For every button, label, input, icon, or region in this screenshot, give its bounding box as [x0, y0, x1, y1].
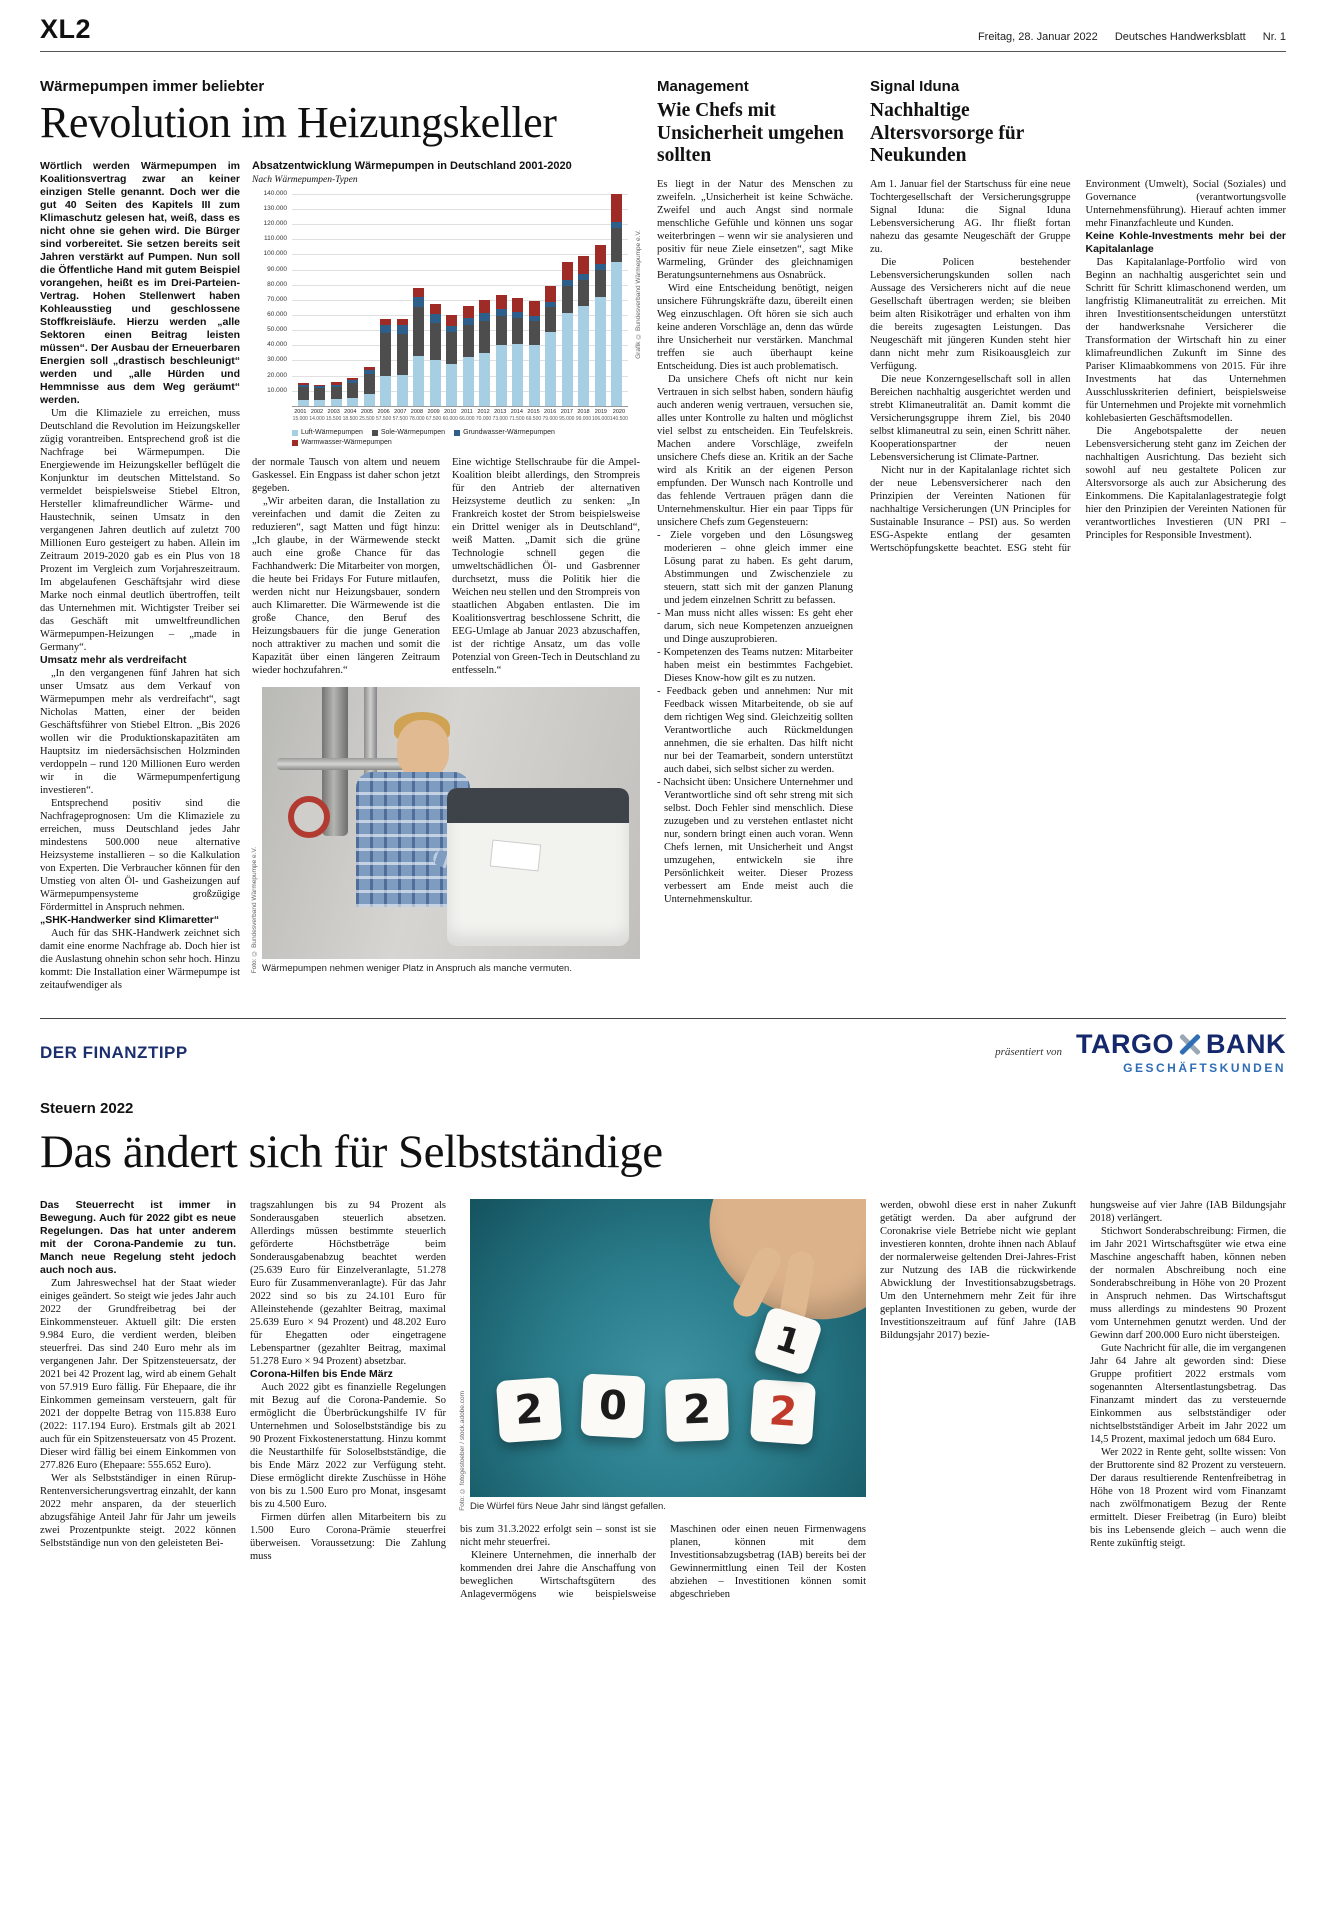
- bar-segment: [413, 307, 424, 355]
- y-tick-label: 140.000: [263, 189, 287, 197]
- subhead-umsatz: Umsatz mehr als verdreifacht: [40, 653, 187, 666]
- legend-swatch-icon: [292, 430, 298, 436]
- paragraph: bis zum 31.3.2022 erfolgt sein – sonst ist sie nicht mehr steuerfrei.: [460, 1523, 656, 1548]
- ft-col-6: [1090, 1199, 1286, 1601]
- bar-segment: [347, 398, 358, 406]
- bar-segment: [611, 228, 622, 263]
- die-1-lifted: 1: [753, 1306, 824, 1377]
- bar-segment: [446, 315, 457, 326]
- bar-segment: [595, 270, 606, 297]
- bar-2018: [576, 194, 593, 406]
- paragraph: tragszahlungen bis zu 94 Prozent als Sonderausgaben steuerlich absetzen. Allerdings müssen bestimmte steuerlich geförderte Höchstbeträge beim Sonderausgabenabzug beachtet werden (25.639 Euro für Einzelveranlagte, 51.278 Euro für Zusammenveranlagte). Für das Jahr 2022 sind so bis zu 24.101 Euro für Alleinstehende (gezahlter Beitrag, maximal 25.639 Euro × 94 Prozent) und 48.202 Euro für Ehegatten oder eingetragene Lebenspartner (gezahlter Beitrag, maximal 51.278 Euro × 94 Prozent) absetzbar.: [250, 1200, 446, 1368]
- paragraph: Wird eine Entscheidung benötigt, neigen unsichere Führungskräfte dazu, übereilt einen Weg einzuschlagen. Oft hören sie sich auch keine anderen Vorschläge an, denn das würde ihre Unsicherheit nur verstärken. Manchmal treffen sie auch überhaupt keine Entscheidung. Dies ist auch problematisch.: [657, 282, 853, 372]
- bar-segment: [512, 344, 523, 406]
- bar-segment: [397, 325, 408, 334]
- legend-item: Sole-Wärmepumpen: [372, 429, 445, 436]
- legend-item: Grundwasser-Wärmepumpen: [454, 429, 555, 436]
- dice-photo: [470, 1199, 866, 1497]
- subhead-kohle-investments: Keine Kohle-Investments mehr bei der Kapitalanlage: [1085, 229, 1286, 255]
- legend-swatch-icon: [292, 440, 298, 446]
- x-tick-2018: 2018 99.000: [575, 408, 592, 422]
- ft-col-1: [40, 1199, 236, 1601]
- signal-headline: Nachhaltige Altersvorsorge für Neukunden: [870, 100, 1024, 167]
- bar-segment: [298, 400, 309, 406]
- steuern-kicker: Steuern 2022: [40, 1099, 134, 1117]
- paragraph: Die Policen bestehender Lebensversicherungskunden sollen nach Aussage des Versicherers nicht auf die neue Gesellschaft übertragen werden; sie bleiben beim alten Risikoträger und erhalten von ihm die bereits zugesagten Leistungen. Das Neugeschäft mit jüngeren Kunden steht hier dann nicht mehr zum Risikoausgleich zur Verfügung.: [870, 256, 1071, 372]
- bar-segment: [496, 295, 507, 309]
- bar-segment: [479, 321, 490, 353]
- bar-2020: [609, 194, 626, 406]
- paragraph: Wer als Selbstständiger in einen Rürup-Rentenversicherungsvertrag einzahlt, der kann 2022 mehr ansparen, da der steuerlich abzugsfähige Anteil Jahr für Jahr um jeweils zwei Prozentpunkte steigt. 2022 können Selbstständige nun von den geleisteten Bei-: [40, 1473, 236, 1550]
- y-tick-label: 50.000: [267, 325, 287, 333]
- bar-segment: [331, 399, 342, 406]
- chart-subtitle: Nach Wärmepumpen-Typen: [252, 174, 358, 185]
- article-management: [657, 78, 853, 992]
- paragraph: Wer 2022 in Rente geht, sollte wissen: Von der Bruttorente sind 82 Prozent zu versteuern. Der daraus resultierende Rentenfreibetrag in Höhe von 18 Prozent wird vom Finanzamt nach zwölfmonatigem Bezug der Rente ermittelt. Dieser Freibetrag (in Euro) bleibt bis ins Lebensende gleich – auch wenn die Rente zukünftig steigt.: [1090, 1447, 1286, 1550]
- bar-2001: [295, 194, 312, 406]
- bar-segment: [545, 286, 556, 302]
- y-tick-label: 90.000: [267, 265, 287, 273]
- targobank-word2: BANK: [1206, 1028, 1286, 1059]
- photo-caption: Wärmepumpen nehmen weniger Platz in Anspruch als manche vermuten.: [262, 963, 572, 975]
- paragraph: Eine wichtige Stellschraube für die Ampel-Koalition bleibt allerdings, den Strompreis für den Antrieb der alternativen Heizsysteme deutlich zu senken: „In Frankreich kostet der Strom beispielsweise ein Drittel weniger als in Deutschland“, weiß Matten. „Damit sich die grüne Technologie schnell gegen die umweltschädlichen Öl- und Gasbrenner durchsetzt, muss die Politik hier die Weichen neu stellen und den Strompreis von staatlichen Abgaben entlasten. Die im Koalitionsvertrag beschlossene Schritt, die EEG-Umlage ab Januar 2023 abzuschaffen, ist der richtige Ansatz, um das volle Potenzial von Green-Tech in Deutschland zu entfesseln.“: [452, 457, 640, 677]
- bar-segment: [446, 332, 457, 364]
- bar-segment: [446, 364, 457, 406]
- bar-segment: [430, 304, 441, 315]
- presenter-block: [995, 1028, 1286, 1075]
- x-tick-2007: 2007 57.500: [392, 408, 408, 422]
- y-tick-label: 40.000: [267, 341, 287, 349]
- paragraph: Das Kapitalanlage-Portfolio wird von Beginn an nachhaltig ausgerichtet sein und Schritt für Schritt klimaschonend werden, um langfristig Klimaneutralität zu erreichen. Mit ihren Investitionsentscheidungen unterstützt der handwerksnahe Versicherer die Transformation der Wirtschaft hin zu einer klimafreundlichen Zukunft im Sinne des Pariser Klimaabkommens von 2015. Für ihre Investments hat das Unternehmen Ausschlusskriterien definiert, beispielsweise für Unternehmen und Projekte mit vornehmlich kohlebasierten Geschäftsmodellen.: [1085, 256, 1286, 424]
- under-chart-col-right: [452, 456, 640, 677]
- paragraph: Auch 2022 gibt es finanzielle Regelungen mit Bezug auf die Corona-Pandemie. So ermöglicht die Überbrückungshilfe IV für Unternehmen und Soloselbstständige bis zu 90 Prozent Fixkostenerstattung. Hinzu kommt die Neustarthilfe für Soloselbstständige, die bis Ende März 2022 zur Verfügung steht. Diese ermöglicht direkte Zuschüsse in Höhe von bis zu 1.500 Euro pro Monat, insgesamt bis zu 4.500 Euro.: [250, 1382, 446, 1511]
- ft-lead: Das Steuerrecht ist immer in Bewegung. Auch für 2022 gibt es neue Regelungen. Das hat unter anderem mit der Corona-Pandemie zu tun. Manch neue Regelung steht jedoch auch noch aus.: [40, 1199, 236, 1277]
- bar-segment: [479, 353, 490, 406]
- x-tick-2020: 2020 140.500: [609, 408, 628, 422]
- bar-segment: [529, 321, 540, 344]
- die-2: 2: [496, 1377, 562, 1443]
- paragraph: Kleinere Unternehmen, die innerhalb der kommenden drei Jahre die Anschaffung von beweglichen Wirtschaftsgütern des Anlagevermögens wie beispielsweise Maschinen oder einen neuen Firmenwagens planen, können mit dem Investitionsabzugsbetrag (IAB) bereits bei der Gewinnermittlung einen Teil der Kosten abziehen – Investitionen können somit abgeschrieben: [460, 1523, 866, 1600]
- bar-segment: [331, 387, 342, 399]
- paragraph: werden, obwohl diese erst in naher Zukunft getätigt werden. Da aber aufgrund der Coronakrise viele Betriebe nicht wie geplant investieren konnten, drohte ihnen nach Ablauf der normalerweise geltenden Drei-Jahres-Frist zur Nutzung des IAB die rückwirkende Abwicklung der Investitionsabzugsbetrags. Um den Unternehmern mehr Zeit für ihre geplanten Investitionen zu geben, wurde der Investitionszeitraum auf fünf Jahre (IAB Bildungsjahr 2017) bezie-: [880, 1200, 1076, 1342]
- x-tick-2011: 2011 66.000: [459, 408, 475, 422]
- bar-segment: [430, 323, 441, 361]
- heat-pump-unit: [447, 788, 628, 946]
- bar-segment: [314, 388, 325, 399]
- bar-segment: [479, 300, 490, 314]
- bar-segment: [397, 375, 408, 406]
- bar-segment: [496, 309, 507, 316]
- bar-2008: [411, 194, 428, 406]
- y-tick-label: 20.000: [267, 371, 287, 379]
- paragraph: „Wir arbeiten daran, die Installation zu vereinfachen und damit die Zeiten zu reduzieren“, sagt Matten und fügt hinzu: „Ich glaube, in der Wärmewende steckt auch eine große Chance für das Fachhandwerk: Die Mitarbeiter von morgen, die heute bei Fridays For Future mitlaufen, werden nicht nur Heizungsbauer, sondern auch Klimaretter. Die Wärmewende ist die große Chance, den Beruf des Heizungsbauers für die junge Generation noch attraktiver zu machen und somit die Kapazität über einen längeren Zeitraum wieder hochzufahren.“: [252, 496, 440, 677]
- y-tick-label: 110.000: [263, 235, 287, 243]
- management-headline: Wie Chefs mit Unsicherheit umgehen sollten: [657, 100, 844, 167]
- y-tick-label: 130.000: [263, 204, 287, 212]
- bullet-item: - Man muss nicht alles wissen: Es geht eher darum, sich neue Kompetenzen anzueignen und Dinge auszuprobieren.: [657, 607, 853, 645]
- bar-segment: [298, 387, 309, 400]
- management-body: [657, 178, 853, 906]
- subhead-corona-hilfen: Corona-Hilfen bis Ende März: [250, 1368, 393, 1381]
- signal-body: [870, 178, 1286, 555]
- ft-col-2: [250, 1199, 446, 1601]
- y-tick-label: 70.000: [267, 295, 287, 303]
- bar-segment: [463, 306, 474, 318]
- bar-segment: [380, 333, 391, 375]
- bar-2002: [312, 194, 329, 406]
- issue-number: Nr. 1: [1262, 31, 1286, 43]
- ft-media-block: [460, 1199, 866, 1601]
- bar-segment: [463, 357, 474, 405]
- bar-segment: [413, 297, 424, 308]
- chart-legend: [292, 429, 628, 446]
- bar-segment: [446, 326, 457, 333]
- bar-segment: [397, 334, 408, 375]
- bar-segment: [413, 288, 424, 297]
- lead-paragraph: Wörtlich werden Wärmepumpen im Koalitionsvertrag zwar an keiner einzigen Stelle genannt. Doch wer die gut 40 Seiten des Kapitels III zum Klimaschutz gelesen hat, weiß, dass es nicht ohne sie gehen wird. Die Bürger sind vorbereitet. Sie setzen bereits seit Jahren verstärkt auf Pumpen. Nun soll die Öffentliche Hand mit gutem Beispiel vorangehen, heißt es im Drei-Parteien-Vertrag. Hohen Stellenwert haben Kohleausstieg und geschlossene Stoffkreisläufe. Hierzu werden „alle Sektoren einen Beitrag leisten müssen“. Der Ausbau der Erneuerbaren Energien soll „drastisch beschleunigt“ werden und „alle Hürden und Hemmnisse aus dem Weg geräumt“ werden.: [40, 159, 240, 406]
- lead-article-col1: [40, 160, 240, 992]
- x-tick-2005: 2005 25.500: [359, 408, 375, 422]
- bar-segment: [380, 325, 391, 333]
- paragraph: Die neue Konzerngesellschaft soll in allen Bereichen nachhaltig ausgerichtet werden und strebt Klimaneutralität an. Damit kommt die Versicherungsgruppe ihrem Ziel, bis 2040 selbst klimaneutral zu sein, einen Schritt näher. Kooperationspartner der neuen Lebensversicherung ist Climate-Partner.: [870, 373, 1071, 463]
- dice-photo-block: [460, 1199, 866, 1513]
- finanztipp-header: [40, 1028, 1286, 1075]
- paragraph: Da unsichere Chefs oft nicht nur kein Vertrauen in sich selbst haben, sondern häufig auch anderen wenig vertrauen, versuchen sie, alles unter Kontrolle zu halten und möglichst viel selbst zu entscheiden. Ein Teufelskreis. Machen andere Vorschläge, zweifeln unsichere Chefs diese an. Kritik an der Sache wird als Kritik an der eigenen Person empfunden. Der Wunsch nach Kontrolle und das fehlende Vertrauen prägen dann die Unternehmenskultur. Hier ein paar Tipps für unsichere Chefs zum Gegensteuern:: [657, 373, 853, 528]
- bar-segment: [430, 360, 441, 405]
- legend-item: Warmwasser-Wärmepumpen: [292, 439, 392, 446]
- lead-kicker: Wärmepumpen immer beliebter: [40, 78, 265, 95]
- heat-pump-photo: [262, 687, 640, 959]
- paragraph: „In den vergangenen fünf Jahren hat sich unser Umsatz aus dem Verkauf von Wärmepumpen mehr als verdreifacht“, sagt Nicholas Matten, einer der beiden Geschäftsführer von Stiebel Eltron. „Bis 2026 wollen wir die Produktionskapazitäten am Hauptsitz im niedersächsischen Holzminden verdoppeln – rund 120 Millionen Euro werden wir in die Wärmepumpenfertigung investieren“.: [40, 667, 240, 796]
- bar-segment: [496, 316, 507, 346]
- bar-segment: [562, 313, 573, 405]
- bar-2015: [526, 194, 543, 406]
- bar-segment: [545, 307, 556, 331]
- x-tick-2014: 2014 71.500: [509, 408, 525, 422]
- chart-plot-area: [263, 189, 628, 407]
- paragraph: Firmen dürfen allen Mitarbeitern bis zu 1.500 Euro Corona-Prämie steuerfrei überweisen. Voraussetzung: Die Zahlung muss: [250, 1512, 446, 1563]
- bar-2005: [361, 194, 378, 406]
- bar-segment: [611, 262, 622, 405]
- bar-segment: [512, 318, 523, 344]
- paragraph: Die Angebotspalette der neuen Lebensversicherung steht ganz im Zeichen der nachhaltigen Ausrichtung. Das bezieht sich sowohl auf neu gestaltete Policen zur Altersvorsorge als auch zur Absicherung des Einkommens. Die Kapitalanlagestrategie folgt hier den Prinzipien der Vereinten Nationen für verantwortliches Investieren (UN PRI – Principles for Responsible Investment).: [1085, 425, 1286, 541]
- article-signal-iduna: [870, 78, 1286, 992]
- targobank-wordmark: [1076, 1028, 1286, 1059]
- legend-swatch-icon: [372, 430, 378, 436]
- paragraph: der normale Tausch von altem und neuem Gaskessel. Ein Engpass ist daher schon jetzt gegeben.: [252, 457, 440, 495]
- bar-segment: [562, 262, 573, 280]
- bar-segment: [364, 374, 375, 394]
- bar-segment: [578, 306, 589, 406]
- bar-2017: [559, 194, 576, 406]
- y-tick-label: 100.000: [263, 250, 287, 258]
- dateline: Freitag, 28. Januar 2022: [977, 31, 1098, 43]
- finanztipp-label: DER FINANZTIPP: [40, 1042, 188, 1062]
- x-tick-2012: 2012 70.000: [475, 408, 492, 422]
- bar-segment: [529, 301, 540, 316]
- photo-credit: Foto: © Bundesverband Wärmepumpe e.V.: [251, 847, 258, 974]
- y-tick-label: 60.000: [267, 310, 287, 318]
- manual-card: [489, 839, 541, 871]
- bullet-item: - Ziele vorgeben und den Lösungsweg moderieren – ohne gleich immer eine Lösung parat zu haben. Es geht darum, Abstimmungen und Zwischenziele zu steuern, statt sich mit der ganzen Planung und jedem einzelnen Schritt zu befassen.: [657, 529, 853, 606]
- finanztipp-section: [40, 1018, 1286, 1601]
- bullet-item: - Kompetenzen des Teams nutzen: Mitarbeiter haben meist ein bestimmtes Fachgebiet. Dieses Know-how gilt es zu nutzen.: [657, 646, 853, 684]
- bar-2012: [477, 194, 494, 406]
- issue-info: [964, 32, 1286, 43]
- x-tick-2002: 2002 14.000: [309, 408, 325, 422]
- bar-2013: [493, 194, 510, 406]
- die-2-red: 2: [750, 1379, 816, 1445]
- x-tick-2010: 2010 60.000: [442, 408, 458, 422]
- bar-segment: [347, 383, 358, 397]
- subhead-shk: „SHK-Handwerker sind Klimaretter“: [40, 913, 220, 926]
- bar-2006: [378, 194, 395, 406]
- bullet-item: - Nachsicht üben: Unsichere Unternehmer und Verantwortliche sind oft sehr streng mit sich selbst. Doch Fehler sind menschlich. Diese zuzugeben und zu verstehen entlastet nicht nur, sondern bringt einen auch voran. Wenn Chefs lernen, mit Unsicherheit und Angst umzugehen, entwickeln sie ihre Persönlichkeit weiter. Dieser Prozess verbessert am Ende meist auch die Unternehmenskultur.: [657, 776, 853, 905]
- lead-article-header: [40, 78, 640, 146]
- y-tick-label: 120.000: [263, 219, 287, 227]
- ft-under-photo-text: [460, 1523, 866, 1601]
- edition-label: XL2: [40, 14, 92, 44]
- article-waermepumpen: [40, 78, 640, 992]
- bar-segment: [595, 245, 606, 263]
- management-kicker: Management: [657, 78, 749, 95]
- bar-segment: [545, 332, 556, 406]
- bar-segment: [562, 286, 573, 313]
- chart-title: Absatzentwicklung Wärmepumpen in Deutschland 2001-2020: [252, 159, 572, 172]
- die-2b: 2: [665, 1378, 729, 1442]
- x-tick-2008: 2008 78.000: [409, 408, 425, 422]
- under-chart-text: [252, 456, 640, 677]
- paragraph: Stichwort Sonderabschreibung: Firmen, die im Jahr 2021 Wirtschaftsgüter wie etwa eine Maschine angeschafft haben, können neben der normalen Abschreibung noch eine Sonderabschreibung in Höhe von 20 Prozent in Anspruch nehmen. Das Wirtschaftsgut muss allerdings zu mindestens 90 Prozent vom Unternehmen genutzt werden. Und der Gewinn darf 200.000 Euro nicht übersteigen.: [1090, 1226, 1286, 1342]
- paragraph: Gute Nachricht für alle, die im vergangenen Jahr 64 Jahre alt geworden sind: Diese Gruppe profitiert 2022 erstmals vom sogenannten Altersentlastungsbetrag. Das Finanzamt mindert das zu versteuernde Einkommen aus selbstständiger oder nichtselbstständiger Arbeit im Jahr 2022 um 14,5 Prozent, maximal jedoch um 684 Euro.: [1090, 1343, 1286, 1446]
- bar-segment: [364, 394, 375, 406]
- signal-kicker: Signal Iduna: [870, 78, 960, 95]
- targobank-subline: GESCHÄFTSKUNDEN: [1123, 1060, 1286, 1075]
- bar-segment: [611, 194, 622, 222]
- x-tick-2019: 2019 106.000: [591, 408, 610, 422]
- y-tick-label: 80.000: [267, 280, 287, 288]
- bar-2014: [510, 194, 527, 406]
- figure-head: [397, 720, 449, 778]
- paragraph: Um die Klimaziele zu erreichen, muss Deutschland die Revolution im Heizungskeller zügig vorantreiben. Entsprechend groß ist die Nachfrage bei Wärmepumpen. Die Energiewende im Heizungskeller beflügelt die Konjunktur im deutschen Mittelstand. So vermeldet beispielsweise Stiebel Eltron, Hersteller klimafreundlicher Wärme- und Haustechnik, seinen Umsatz in den vergangenen Jahren deutlich auf zuletzt 700 Millionen Euro gesteigert zu haben. Allein im Zeitraum 2019-2020 gab es ein Plus von 18 Prozent im Vergleich zum Vorjahreszeitraum. Im abgelaufenen Geschäftsjahr wird diese Marke noch einmal deutlich übertroffen, teilt das Unternehmen mit. Wichtigster Treiber sei das Geschäft mit umweltfreundlichen Wärmepumpen-Heizungen – „made in Germany“.: [40, 407, 240, 653]
- bar-segment: [496, 345, 507, 406]
- y-tick-label: 10.000: [267, 386, 287, 394]
- bullet-item: - Feedback geben und annehmen: Nur mit Feedback wissen Mitarbeitende, ob sie auf dem richtigen Weg sind. Gleichzeitig sollten Verantwortliche auch Rückmeldungen annehmen, die sie erhalten. Das hilft nicht nur bei der Teamarbeit, sondern unterstützt auch dabei, sich selbst sicher zu werden.: [657, 685, 853, 775]
- die-0: 0: [580, 1374, 645, 1439]
- bar-2007: [394, 194, 411, 406]
- x-tick-2016: 2016 79.000: [542, 408, 558, 422]
- bar-segment: [314, 400, 325, 406]
- bar-segment: [430, 314, 441, 322]
- steuern-headline: Das ändert sich für Selbstständige: [40, 1125, 663, 1178]
- bar-segment: [595, 264, 606, 271]
- bar-segment: [529, 345, 540, 406]
- lead-headline: Revolution im Heizungskeller: [40, 98, 557, 147]
- heat-pump-photo-block: [252, 687, 640, 975]
- targobank-logo: [1076, 1028, 1286, 1075]
- paragraph: Entsprechend positiv sind die Nachfrageprognosen: Um die Klimaziele zu erreichen, muss Deutschland jedes Jahr mindestens 500.000 neue alternative Heizsysteme installieren – so die Kalkulation von Experten. Die Verbraucher können für den Umstieg von alten Öl- und Gasheizungen auf Wärmepumpensysteme großzügige Fördermittel in Anspruch nehmen.: [40, 797, 240, 913]
- bars-row: [292, 194, 628, 406]
- bar-segment: [413, 356, 424, 406]
- chart-credit: Grafik © Bundesverband Wärmepumpe e.V.: [634, 229, 642, 359]
- heat-pump-unit-top: [447, 788, 628, 823]
- top-section: [40, 52, 1286, 992]
- publication-name: Deutsches Handwerksblatt: [1114, 31, 1246, 43]
- x-tick-2001: 2001 15.000: [292, 408, 308, 422]
- chart-x-axis: [292, 407, 628, 423]
- ft-col-5: [880, 1199, 1076, 1601]
- bar-2004: [345, 194, 362, 406]
- bar-segment: [479, 313, 490, 321]
- bar-segment: [578, 256, 589, 274]
- bar-segment: [463, 318, 474, 325]
- dice-caption: Die Würfel fürs Neue Jahr sind längst gefallen.: [470, 1501, 666, 1513]
- bar-segment: [595, 297, 606, 406]
- dice-photo-credit: Foto: © fotogestoeber / stock.adobe.com: [459, 1391, 466, 1511]
- paragraph: Auch für das SHK-Handwerk zeichnet sich damit eine enorme Nachfrage ab. Doch hier ist die Auslastung ohnehin schon sehr hoch. Hinzu kommt: Die Installation einer Wärmepumpe ist zeitaufwendiger als: [40, 927, 240, 991]
- targobank-x-icon: [1178, 1032, 1202, 1056]
- bar-segment: [578, 280, 589, 306]
- bar-segment: [463, 325, 474, 358]
- paragraph: hungsweise auf vier Jahre (IAB Bildungsjahr 2018) verlängert.: [1090, 1200, 1286, 1225]
- x-tick-2017: 2017 95.000: [559, 408, 575, 422]
- lead-article-media-column: [252, 160, 640, 992]
- legend-item: Luft-Wärmepumpen: [292, 429, 363, 436]
- x-tick-2004: 2004 18.500: [342, 408, 358, 422]
- paragraph: Zum Jahreswechsel hat der Staat wieder einiges geändert. So steigt wie jedes Jahr auch 2022 der Grundfreibetrag bei der Einkommensteuer. Aktuell gilt: Die ersten 9.984 Euro, die verdient werden, bleiben steuerfrei. Das sind 240 Euro mehr als im vergangenen Jahr. Der Spitzensteuersatz, der 2021 bei 42 Prozent lag, wird ab einem Gehalt von 57.919 Euro fällig. Für Ehepaare, die ihr Einkommen gemeinsam versteuern, galt für 2021 der doppelte Betrag von 115.838 Euro (2022: 117.194 Euro). Erstmals gilt ab 2021 auch für ein Spitzensteuersatz von 45 Prozent. Dieser wird fällig bei einem Einkommen von 277.826 Euro (Ehepaare: 555.652 Euro).: [40, 1278, 236, 1472]
- bar-2003: [328, 194, 345, 406]
- masthead: [40, 16, 1286, 52]
- bar-2011: [460, 194, 477, 406]
- bar-segment: [512, 298, 523, 312]
- bar-2019: [592, 194, 609, 406]
- y-tick-label: 30.000: [267, 356, 287, 364]
- finanztipp-grid: [40, 1199, 1286, 1601]
- heat-pump-sales-chart: [252, 160, 640, 447]
- presented-by-label: präsentiert von: [995, 1045, 1062, 1058]
- x-tick-2009: 2009 67.500: [425, 408, 442, 422]
- paragraph: Es liegt in der Natur des Menschen zu zweifeln. „Unsicherheit ist keine Schwäche. Zweifel und auch Angst sind normale menschliche Gefühle und können uns sogar weiterbringen – wenn wir sie analysieren und positiv für neue Ziele einsetzen“, sagt Mike Warmeling, Gründer des gleichnamigen Beratungsunternehmens aus Osnabrück.: [657, 178, 853, 281]
- paragraph: Nicht nur in der Kapitalanlage richtet sich der neue Lebensversicherer nach den Prinzipien der Vereinten Nationen für nachhaltige Versicherungen (UN Principles for Sustainable Insurance – PSI) aus. So werden ESG-Aspekte entlang der gesamten Wertschöpfungskette beachtet. ESG steht für Environment (Umwelt), Social (Soziales) und Governance (verantwortungsvolle Unternehmensführung). Hierauf achten immer mehr Finanzfachleute und Kunden.: [870, 178, 1286, 554]
- x-tick-2013: 2013 73.000: [492, 408, 508, 422]
- bar-2016: [543, 194, 560, 406]
- bar-2009: [427, 194, 444, 406]
- x-tick-2015: 2015 69.500: [525, 408, 542, 422]
- bar-2010: [444, 194, 461, 406]
- targobank-word1: TARGO: [1076, 1028, 1174, 1059]
- signal-header: [870, 78, 1070, 168]
- legend-swatch-icon: [454, 430, 460, 436]
- x-tick-2006: 2006 57.500: [375, 408, 392, 422]
- bar-segment: [380, 376, 391, 406]
- paragraph: Am 1. Januar fiel der Startschuss für eine neue Tochtergesellschaft der Versicherungsgruppe Signal Iduna: die Signal Iduna Lebensversicherung AG. Ihr fließt fortan nahezu das gesamte Neugeschäft der Gruppe zu.: [870, 178, 1071, 255]
- x-tick-2003: 2003 15.500: [325, 408, 342, 422]
- under-chart-col-left: [252, 456, 440, 677]
